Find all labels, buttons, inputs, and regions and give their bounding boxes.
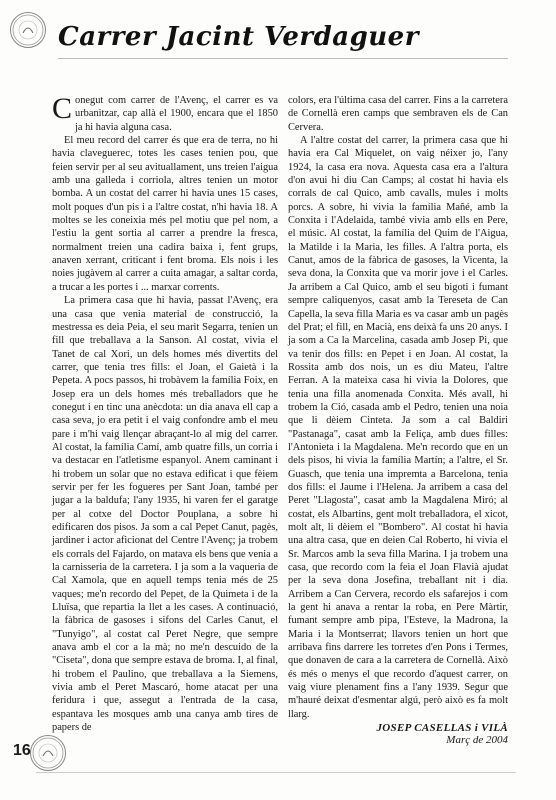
drop-cap: C	[52, 92, 73, 125]
seal-graphic	[11, 13, 45, 47]
paragraph-text: onegut com carrer de l'Avenç, el carrer es va urbanitzar, cap allà el 1900, encara que el 1850 ja hi havia alguna casa.	[75, 95, 278, 133]
magazine-seal-icon	[30, 735, 66, 771]
footer-divider	[36, 772, 516, 773]
article-title: Carrer Jacint Verdaguer	[58, 22, 419, 52]
paragraph: A l'altre costat del carrer, la primera casa que hi havia era Cal Miquelet, on vaig néixer jo, l'any 1924, la casa era nova. Aquesta casa era a l'altura d'on avui hi diu Can Camps; al costat hi havia els corrals de cal Quico, amb cavalls, mules i molts porcs. A sobre, hi vivia la família Mañé, amb la Conxita i l'Adelaida, també vivia amb ells en Pere, el músic. Al costat, la família del Quim de l'Aigua, la Matilde i la Maria, les filles. A l'altra porta, els Canut, amos de la fàbrica de gasoses, la Vicenta, la seva dona, la Conxita que va morir jove i el Carles. Ja arribem a Cal Quico, amb el seu bigoti i fumant sempre caliquenyos, casat amb la Tereseta de Can Capella, la seva filla Maria es va casar amb un pagès del Prat; el fill, en Macià, ens deixà fa uns 20 anys. I ja som a Ca la Marcelina, casada amb Josep Pi, que va tenir dos fills: en Pepet i en Joan. Al costat, la Rossita amb dos nois, un es diu Mateu, l'altre Ferran. A la mateixa casa hi vivia la Dolores, que tenia una filla anomenada Conxita. Més avall, hi trobem la Ció, casada amb el Pedro, tenien una noia que li dèiem Cinteta. Ja som a cal Baldiri "Pastanaga", casat amb la Feliça, amb dues filles: l'Antonieta i la Magdalena. Me'n recordo que en un dels pisos, hi vivia la família Martín; a l'altre, el Sr. Guasch, que tenia una impremta a Barcelona, tenia dos fills: el Jaume i l'Helena. Ja arribem a casa del Peret "Llagosta", casat amb la Magdalena Miró; al costat, els Albartins, gent molt treballadora, el xicot, molt alt, li dèiem el "Bombero". Al costat hi havia una altra casa, que en deien Cal Roberto, hi vivia el Sr. Marcos amb la seva filla Marina. I ja trobem una casa, que recordo com la feia el Joan Flavià ajudat per la seva dona Josefina, treballant nit i dia. Arribem a Can Cervera, recordo els safarejos i com la gent hi anava a rentar la roba, en Pere Màrtir, fumant sempre amb pipa, l'Esteve, la Madrona, la Maria i la Montserrat; llavors tenien un hort que arribava fins darrere les torretes d'en Pons i Termes, que donaven de cara a la carretera de Cornellà. Això és més o menys el que recordo d'aquest carrer, on vaig viure plenament fins a l'any 1939. Segur que m'hauré deixat d'esmentar algú, però això es fa molt llarg.	[288, 135, 508, 720]
paragraph: El meu record del carrer és que era de terra, no hi havia claveguerес, totes les cases tenien pou, que feien servir per al seu avituallament, uns treien l'aigua amb una galleda i corriola, altres tenien un motor bomba. A un costat del carrer hi havia unes 15 cases, molt poques d'un pis i a l'altre costat, n'hi havia 18. A moltes se les coneixia més pel motiu que pel nom, a l'estiu la gent sortia al carrer a prendre la fresca, normalment treien una cadira baixa i, fent grups, anaven xerrant, criticant i fent broma. Els nois i les noies jugàvem al carrer a cuita amagar, a saltar corda, a trucar a les portes i ... marxar corrents.	[52, 135, 278, 293]
signature-block	[288, 722, 508, 746]
left-column	[52, 94, 278, 735]
page-number: 16	[13, 742, 31, 759]
right-column	[288, 94, 508, 721]
title-divider	[58, 58, 508, 59]
magazine-seal-icon	[10, 12, 46, 48]
paragraph: colors, era l'última casa del carrer. Fins a la carretera de Cornellà eren camps que sembraven els de Can Cervera.	[288, 95, 508, 133]
author-name: JOSEP CASELLAS i VILÀ	[376, 722, 508, 734]
paragraph: La primera casa que hi havia, passat l'Avenç, era una casa que venia material de construcció, la mestressa es deia Peia, el seu marit Segarra, tenien un fill que treballava a la Sanson. Al costat, vivia el Tanet de cal Xori, un dels homes més divertits del carrer, que tenia tres fills: el Joan, el Gaietà i la Pepeta. A pocs passos, hi trobàvem la família Foix, en Josep era un dels homes més treballadors que he conegut i en tinc una anècdota: un dia anava ell cap a casa seva, jo era petit i el vaig confondre amb el meu pare i m'hi vaig llençar abraçant-lo al mig del carrer. Al costat, la família Camí, amb quatre fills, un corria i va destacar en l'atletisme espanyol. Anem caminant i hi trobem un solar que no estava edificat i que fèiem servir per fer les fogueres per Sant Joan, també per jugar a la baldufa; l'any 1935, hi varen fer el garatge per al cotxe del Doctor Pouplana, a sobre hi edificaren dos pisos. Ja som a cal Pepet Canut, pagès, jardiner i actor aficionat del Centre l'Avenç; ja trobem els corrals del Fajardo, on matava els bens que venia a la carnisseria de la carretera. I ja som a la vaqueria de Cal Xamola, que en aquell temps tenia més de 25 vaques; me'n recordo del Pepet, de la Quimeta i de la Lluïsa, que repartia la llet a les cases. A continuació, la fàbrica de gasoses i sifons del Carles Canut, el "Tunyigo", al costat cal Peret Negre, que sempre anava amb el cor a la mà; no me'n descuido de la "Ciseta", dona que sempre estava de broma. I, al final, hi trobem el Paulino, que treballava a la Siemens, vivia amb el Peret Mascaró, home atacat per una feridura i que, assegut a l'entrada de la casa, espantava les mosques amb una canya amb tires de papers de	[52, 295, 278, 734]
seal-graphic	[31, 736, 65, 770]
paragraph	[52, 94, 278, 134]
article-date: Març de 2004	[446, 734, 508, 746]
